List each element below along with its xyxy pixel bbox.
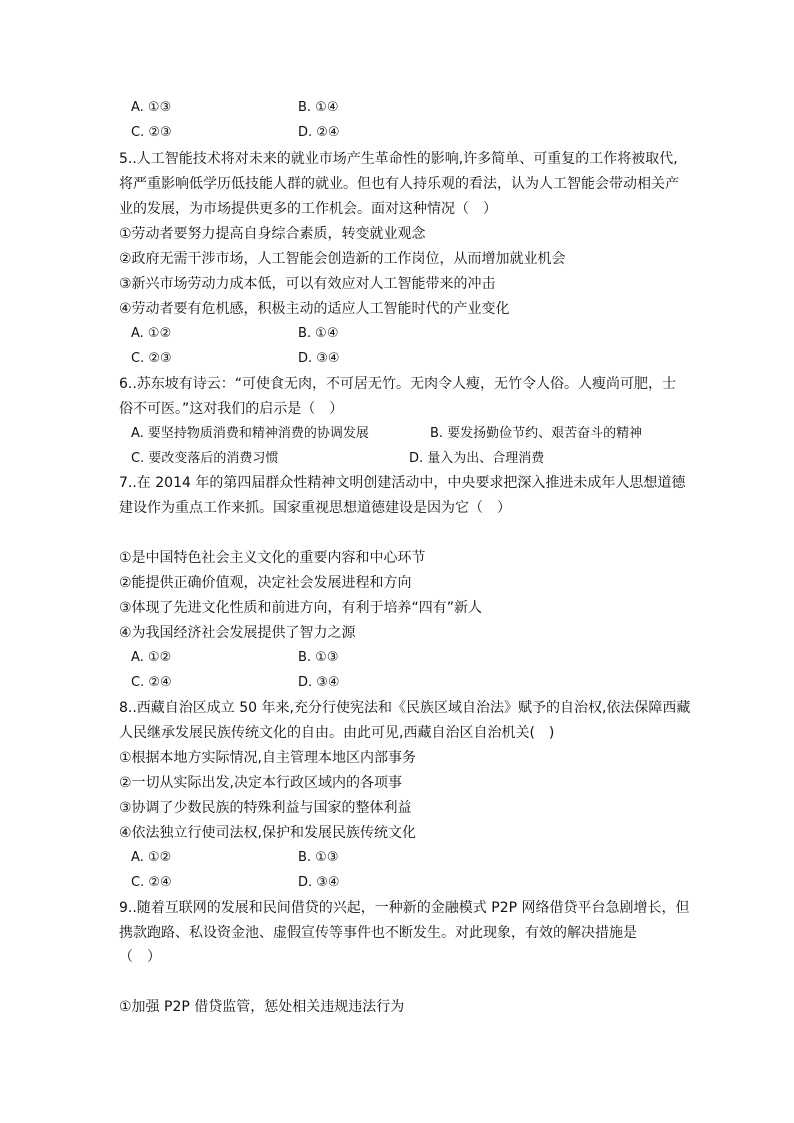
q8-option-d[interactable]: D. ③④ — [298, 875, 340, 890]
q5-item-2: ②政府无需干涉市场，人工智能会创造新的工作岗位，从而增加就业机会 — [119, 251, 566, 267]
q5-item-1: ①劳动者要努力提高自身综合素质，转变就业观念 — [119, 226, 426, 242]
q7-item-3: ③体现了先进文化性质和前进方向，有利于培养“四有”新人 — [119, 600, 483, 616]
q9-item-1: ①加强 P2P 借贷监管，惩处相关违规违法行为 — [119, 999, 405, 1015]
q8-option-c[interactable]: C. ②④ — [131, 875, 172, 890]
q6-option-d[interactable]: D. 量入为出、合理消费 — [409, 451, 545, 466]
q5-option-a[interactable]: A. ①② — [131, 326, 172, 341]
q7-item-2: ②能提供正确价值观，决定社会发展进程和方向 — [119, 575, 412, 591]
q5-item-3: ③新兴市场劳动力成本低，可以有效应对人工智能带来的冲击 — [119, 276, 496, 292]
q6-option-a[interactable]: A. 要坚持物质消费和精神消费的协调发展 — [131, 426, 369, 441]
q9-stem-line-1: 9..随着互联网的发展和民间借贷的兴起，一种新的金融模式 P2P 网络借贷平台急剧增长，但 — [119, 900, 690, 916]
q7-stem-line-2: 建设作为重点工作来抓。国家重视思想道德建设是因为它（ ） — [119, 500, 511, 516]
q4-option-b[interactable]: B. ①④ — [298, 100, 339, 115]
q7-item-1: ①是中国特色社会主义文化的重要内容和中心环节 — [119, 550, 426, 566]
q5-item-4: ④劳动者要有危机感，积极主动的适应人工智能时代的产业变化 — [119, 301, 510, 317]
q5-option-d[interactable]: D. ③④ — [298, 351, 340, 366]
q8-option-b[interactable]: B. ①③ — [298, 850, 339, 865]
q6-stem-line-1: 6..苏东坡有诗云：“可使食无肉，不可居无竹。无肉令人瘦，无竹令人俗。人瘦尚可肥，士 — [119, 376, 677, 392]
q8-item-2: ②一切从实际出发,决定本行政区域内的各项事 — [119, 775, 402, 791]
q5-option-c[interactable]: C. ②③ — [131, 351, 172, 366]
q4-option-a[interactable]: A. ①③ — [131, 100, 172, 115]
q7-option-d[interactable]: D. ③④ — [298, 675, 340, 690]
q8-item-4: ④依法独立行使司法权,保护和发展民族传统文化 — [119, 825, 416, 841]
q4-option-d[interactable]: D. ②④ — [298, 125, 340, 140]
q7-item-4: ④为我国经济社会发展提供了智力之源 — [119, 625, 356, 641]
q5-stem-line-3: 业的发展，为市场提供更多的工作机会。面对这种情况（ ） — [119, 201, 497, 217]
q4-option-c[interactable]: C. ②③ — [131, 125, 172, 140]
q9-stem-line-2: 携款跑路、私设资金池、虚假宣传等事件也不断发生。对此现象，有效的解决措施是 — [119, 925, 637, 941]
q9-stem-line-3: （ ） — [119, 949, 161, 965]
q8-item-3: ③协调了少数民族的特殊利益与国家的整体利益 — [119, 800, 412, 816]
q5-option-b[interactable]: B. ①④ — [298, 326, 339, 341]
q8-stem-line-2: 人民继承发展民族传统文化的自由。由此可见,西藏自治区自治机关( ) — [119, 725, 555, 741]
q5-stem-line-2: 将严重影响低学历低技能人群的就业。但也有人持乐观的看法，认为人工智能会带动相关产 — [119, 176, 679, 192]
q7-option-c[interactable]: C. ②④ — [131, 675, 172, 690]
q7-stem-line-1: 7..在 2014 年的第四届群众性精神文明创建活动中，中央要求把深入推进未成年人思想道德 — [119, 475, 686, 491]
q5-stem-line-1: 5..人工智能技术将对未来的就业市场产生革命性的影响,许多简单、可重复的工作将被取代, — [119, 151, 678, 167]
q8-stem-line-1: 8..西藏自治区成立 50 年来,充分行使宪法和《民族区域自治法》赋予的自治权,依法保障西藏 — [119, 700, 691, 716]
q6-option-c[interactable]: C. 要改变落后的消费习惯 — [131, 451, 279, 466]
q6-stem-line-2: 俗不可医。”这对我们的启示是（ ） — [119, 401, 344, 417]
q8-item-1: ①根据本地方实际情况,自主管理本地区内部事务 — [119, 750, 416, 766]
q8-option-a[interactable]: A. ①② — [131, 850, 172, 865]
q6-option-b[interactable]: B. 要发扬勤俭节约、艰苦奋斗的精神 — [430, 426, 643, 441]
q7-option-b[interactable]: B. ①③ — [298, 650, 339, 665]
q7-option-a[interactable]: A. ①② — [131, 650, 172, 665]
